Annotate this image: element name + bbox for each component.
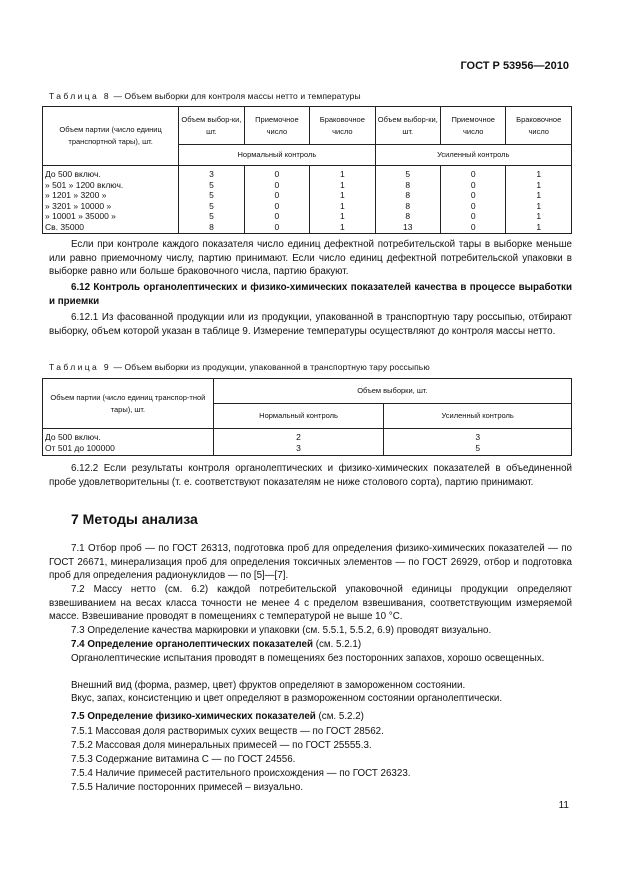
list-item-7-5-3: 7.5.3 Содержание витамина С — по ГОСТ 24556. [71,754,296,765]
table-cell: 0 [470,211,476,221]
table-cell: 3 [296,442,301,453]
table-cell: 5 [209,190,214,200]
section-6-12-heading [49,281,572,308]
table-cell: 0 [470,221,476,232]
table9-caption-text: — Объем выборки из продукции, упакованной в транспортную тару россыпью [111,362,430,372]
section-6-12-number: 6.12 [71,282,91,293]
table8-header-reject-strict: Браковочное число [506,107,572,145]
table-cell: 1 [536,211,542,221]
table-cell: 3 [475,432,481,442]
page-number: 11 [558,800,569,811]
section-7-heading: 7 Методы анализа [71,511,198,527]
section-7-5-heading [49,710,572,724]
table-cell: 0 [274,190,280,200]
table8 [42,106,572,234]
table9-caption-label: Таблица 9 [49,362,112,372]
table-cell: От 501 до 100000 [45,442,115,453]
section-7-4-ref: (см. 5.2.1) [313,639,362,650]
table9-col-normal [213,429,384,456]
document-header: ГОСТ Р 53956—2010 [460,60,569,72]
table9-header-party: Объем партии (число единиц транспор-тной тары), шт. [43,379,214,429]
table-cell: До 500 включ. [45,169,101,179]
paragraph-7-4-a: Органолептические испытания проводят в помещениях без посторонних запахов, хорошо освещенных. [71,653,545,664]
table9-header-sample: Объем выборки, шт. [213,379,571,404]
table-cell: 1 [339,211,345,221]
table-cell: 1 [339,190,345,200]
table8-caption-label: Таблица 8 [49,91,112,101]
table-cell: 0 [470,200,476,211]
table-cell: 1 [339,221,345,232]
section-7-5-ref: (см. 5.2.2) [315,711,364,722]
list-item-7-5-2: 7.5.2 Массовая доля минеральных примесей — по ГОСТ 25555.3. [71,740,372,751]
paragraph-7-3: 7.3 Определение качества маркировки и упаковки (см. 5.5.1, 5.5.2, 6.9) проводят визуально. [71,625,492,636]
table8-col-accept-normal [244,166,309,234]
table9-header-strict: Усиленный контроль [384,404,572,429]
table-cell: 2 [296,432,301,442]
table-cell: 8 [209,221,214,232]
table-cell: 5 [209,179,214,190]
table-cell: 0 [274,211,280,221]
table-cell: 1 [536,179,542,190]
table-cell: 13 [403,221,413,232]
table8-caption [49,91,361,101]
table8-header-accept-normal: Приемочное число [244,107,309,145]
table-cell: 8 [405,211,411,221]
table8-col-sample-normal [179,166,244,234]
table-cell: 1 [536,200,542,211]
table-cell: 0 [274,221,280,232]
table-cell: Св. 35000 [45,221,85,232]
paragraph-7-4-c: Вкус, запах, консистенцию и цвет определяют в размороженном состоянии органолептически. [71,693,503,704]
table9-col-strict [384,429,572,456]
table-cell: 5 [405,169,411,179]
table-cell: 5 [209,200,214,211]
table-cell: 8 [405,179,411,190]
table-cell: 5 [209,211,214,221]
table8-header-normal: Нормальный контроль [179,145,375,166]
table8-caption-text: — Объем выборки для контроля массы нетто и температуры [111,91,361,101]
list-item-7-5-1: 7.5.1 Массовая доля растворимых сухих веществ — по ГОСТ 28562. [71,726,384,737]
table-cell: 0 [274,200,280,211]
table8-header-reject-normal: Браковочное число [310,107,375,145]
section-7-4-heading [49,638,572,652]
table9-caption [49,362,430,372]
table8-col-reject-strict [506,166,572,234]
table-cell: 1 [339,200,345,211]
table-cell: » 501 » 1200 включ. [45,179,124,190]
table9-header-normal: Нормальный контроль [213,404,384,429]
table-cell: 8 [405,190,411,200]
list-item-7-5-4: 7.5.4 Наличие примесей растительного происхождения — по ГОСТ 26323. [71,768,411,779]
paragraph-6-12-2: 6.12.2 Если результаты контроля органолептических и физико-химических показателей в объединенной пробе удовлетворительны (т. е. соответствуют показателям не ниже столового сорта), партию принимают. [49,463,572,488]
section-7-4-title: 7.4 Определение органолептических показателей [71,639,313,650]
paragraph-reject-rule: Если при контроле каждого показателя число единиц дефектной потребительской тары в выборке меньше или равно приемочному числу, партию принимают. Если число единиц дефектной потребительской упаковки в выборке равно или больше браковочного числа, партию бракуют. [49,239,572,277]
table-cell: 5 [475,442,481,453]
table-cell: » 1201 » 3200 » [45,190,107,200]
table-cell: 0 [470,179,476,190]
table-cell: 8 [405,200,411,211]
paragraph-6-12-1: 6.12.1 Из фасованной продукции или из продукции, упакованной в транспортную тару россыпью, отбирают выборку, объем которой указан в таблице 9. Измерение температуры осуществляют до контроля массы нетто. [49,312,572,337]
table-cell: 0 [274,179,280,190]
table-cell: 1 [536,221,542,232]
table8-col-reject-normal [310,166,375,234]
table8-col-party [43,166,179,234]
table8-header-strict: Усиленный контроль [375,145,571,166]
paragraph-7-2: 7.2 Массу нетто (см. 6.2) каждой потребительской упаковочной единицы продукции определяют взвешиванием на весах класса точности не менее 4 с пределом взвешивания, соответствующим измеряемой массе. Взвешивание проводят в помещениях с температурой не выше 10 °С. [49,584,572,622]
table-cell: » 10001 » 35000 » [45,211,116,221]
paragraph-7-1: 7.1 Отбор проб — по ГОСТ 26313, подготовка проб для определения физико-химических показателей — по ГОСТ 26671, минерализация проб для определения токсичных элементов — по ГОСТ 26929, отбор и подготовка проб для определения радионуклидов — по [5]—[7]. [49,543,572,581]
paragraph-7-4-b: Внешний вид (форма, размер, цвет) фруктов определяют в замороженном состоянии. [71,680,466,691]
table-cell: 0 [470,169,476,179]
table8-header-sample-strict: Объем выбор-ки, шт. [375,107,440,145]
table8-col-sample-strict [375,166,440,234]
section-6-12-title: Контроль органолептических и физико-химических показателей качества в процессе выработки и приемки [49,282,572,307]
table-cell: » 3201 » 10000 » [45,200,112,211]
table9-col-party [43,429,214,456]
table8-header-sample-normal: Объем выбор-ки, шт. [179,107,244,145]
section-7-5-title: 7.5 Определение физико-химических показателей [71,711,316,722]
table9 [42,378,572,456]
table-cell: 1 [339,179,345,190]
table-cell: 3 [209,169,214,179]
table8-header-party: Объем партии (число единиц транспортной тары), шт. [43,107,179,166]
table-cell: 0 [470,190,476,200]
table-cell: До 500 включ. [45,432,101,442]
table-cell: 1 [339,169,345,179]
table8-col-accept-strict [441,166,506,234]
table-cell: 1 [536,190,542,200]
table8-header-accept-strict: Приемочное число [441,107,506,145]
table-cell: 1 [536,169,542,179]
list-item-7-5-5: 7.5.5 Наличие посторонних примесей – визуально. [71,782,304,793]
table-cell: 0 [274,169,280,179]
